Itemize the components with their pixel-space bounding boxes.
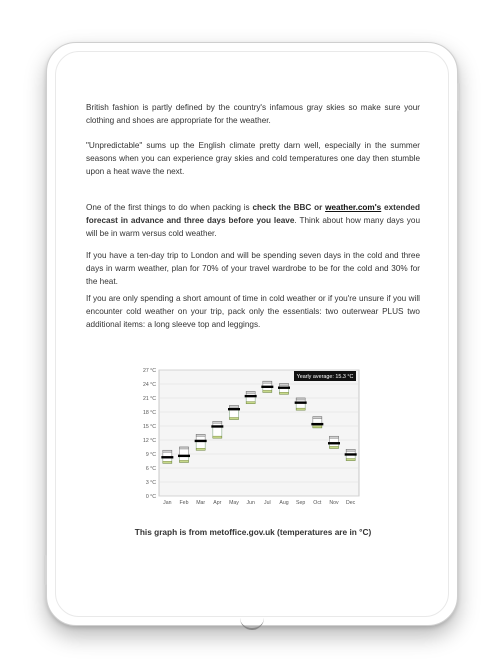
- tablet-frame: [46, 42, 458, 626]
- paragraph-text: If you are only spending a short amount of time in cold weather or if you're unsure if you will encounter cold weather on your trip, pack only the essentials: two outerwear PLUS two additional items: a long sleeve top and leggings.: [86, 294, 420, 330]
- high-cap: [263, 381, 272, 383]
- plot-area: [159, 370, 359, 496]
- low-cap: [163, 461, 172, 463]
- mean-bar: [295, 401, 307, 403]
- chart-svg: [137, 362, 365, 512]
- paragraph-text: [86, 201, 420, 241]
- x-tick-label: Jun: [246, 500, 255, 506]
- paragraph-british-fashion: [86, 101, 420, 127]
- low-cap: [346, 459, 355, 461]
- y-tick-label: 3 °C: [145, 480, 156, 486]
- x-tick-label: Oct: [313, 500, 322, 506]
- mean-bar: [161, 456, 173, 458]
- paragraph-text: British fashion is partly defined by the country's infamous gray skies so make sure your clothing and shoes are appropriate for the weather.: [86, 103, 420, 126]
- high-cap: [280, 384, 289, 386]
- x-tick-label: Mar: [196, 500, 206, 506]
- mean-bar: [311, 423, 323, 425]
- paragraph-packing-tip: [86, 201, 420, 241]
- x-tick-label: Feb: [179, 500, 189, 506]
- x-tick-label: Sep: [296, 500, 306, 506]
- text-span: One of the first things to do when packing is: [86, 203, 253, 212]
- mean-bar: [345, 453, 357, 455]
- bold-text: check the BBC or: [252, 203, 326, 212]
- y-tick-label: 24 °C: [142, 382, 156, 388]
- tablet-side-button: [457, 83, 460, 111]
- tablet-home-indicator: [240, 618, 264, 630]
- low-cap: [330, 446, 339, 448]
- y-tick-label: 0 °C: [145, 494, 156, 500]
- low-cap: [263, 390, 272, 392]
- mean-bar: [211, 425, 223, 427]
- weather-link[interactable]: weather.com's: [325, 203, 382, 212]
- high-cap: [213, 421, 222, 423]
- x-tick-label: Aug: [279, 500, 289, 506]
- high-cap: [196, 434, 205, 436]
- low-cap: [313, 426, 322, 428]
- mean-bar: [228, 408, 240, 410]
- mean-bar: [328, 442, 340, 444]
- mean-bar: [195, 440, 207, 442]
- high-cap: [330, 436, 339, 438]
- x-tick-label: May: [229, 500, 239, 506]
- y-tick-label: 27 °C: [142, 368, 156, 374]
- paragraph-unpredictable: [86, 139, 420, 179]
- bold-text: extended forecast in advance and three days before you leave: [86, 203, 420, 226]
- x-tick-label: Jul: [264, 500, 271, 506]
- y-tick-label: 15 °C: [142, 424, 156, 430]
- high-cap: [180, 447, 189, 449]
- low-cap: [196, 448, 205, 450]
- high-cap: [230, 405, 239, 407]
- x-tick-label: Apr: [213, 500, 222, 506]
- tablet-side-button-left: [44, 555, 47, 585]
- paragraph-text: If you have a ten-day trip to London and will be spending seven days in the cold and three days in warm weather, plan for 70% of your travel wardrobe to be for the cold and 30% for the heat.: [86, 251, 420, 287]
- x-tick-label: Dec: [346, 500, 356, 506]
- high-cap: [163, 450, 172, 452]
- mean-bar: [261, 386, 273, 388]
- low-cap: [296, 408, 305, 410]
- temperature-chart: [137, 362, 365, 512]
- paragraph-essentials: [86, 292, 420, 332]
- chart-caption: This graph is from metoffice.gov.uk (temperatures are in °C): [134, 527, 372, 537]
- high-cap: [313, 417, 322, 419]
- mean-bar: [245, 395, 257, 397]
- mean-bar: [178, 455, 190, 457]
- x-tick-label: Jan: [163, 500, 172, 506]
- y-tick-label: 21 °C: [142, 396, 156, 402]
- y-tick-label: 18 °C: [142, 410, 156, 416]
- high-cap: [346, 449, 355, 451]
- mean-bar: [278, 387, 290, 389]
- low-cap: [213, 436, 222, 438]
- y-tick-label: 12 °C: [142, 438, 156, 444]
- paragraph-text: "Unpredictable" sums up the English climate pretty darn well, especially in the summer seasons when you can experience gray skies and cold temperatures one day then stumble upon a heat wave the next.: [86, 141, 420, 177]
- low-cap: [180, 460, 189, 462]
- x-tick-label: Nov: [329, 500, 339, 506]
- low-cap: [230, 417, 239, 419]
- low-cap: [280, 392, 289, 394]
- high-cap: [246, 391, 255, 393]
- y-tick-label: 9 °C: [145, 452, 156, 458]
- y-tick-label: 6 °C: [145, 466, 156, 472]
- text-span: . Think about how many days you will be in warm versus cold weather.: [86, 216, 420, 239]
- high-cap: [296, 398, 305, 400]
- low-cap: [246, 402, 255, 404]
- yearly-average-label: Yearly average: 15.3 °C: [296, 374, 354, 380]
- paragraph-ten-day-trip: [86, 249, 420, 289]
